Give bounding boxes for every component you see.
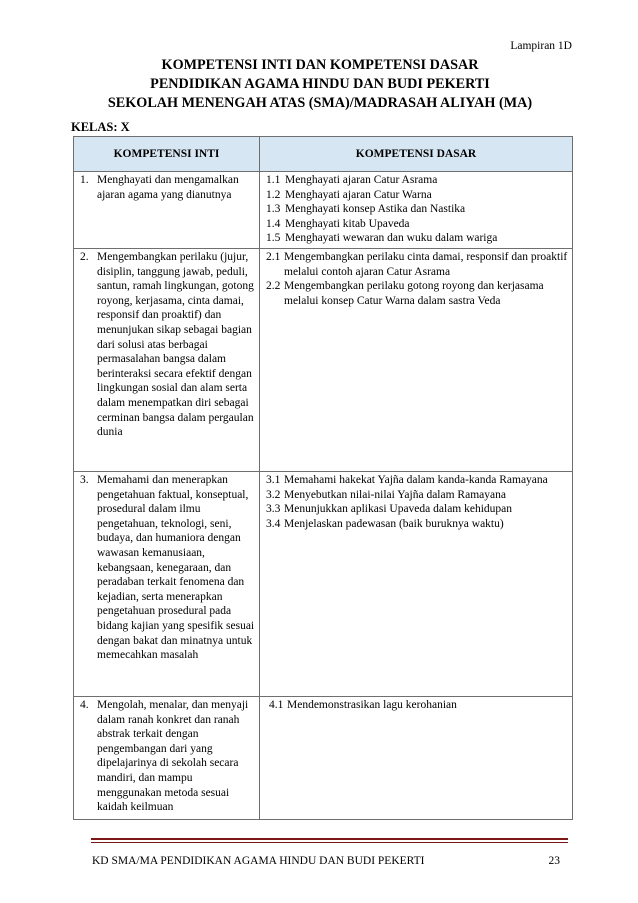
- kd-number: 1.3: [266, 203, 281, 216]
- kd-number: 3.4: [266, 517, 281, 530]
- kd-number: 1.5: [266, 232, 281, 245]
- ki-number: 1.: [80, 174, 89, 186]
- table-header-row: [74, 137, 573, 172]
- kd-number: 1.1: [266, 174, 281, 186]
- ki-cell: [74, 172, 260, 249]
- kd-text: Menyebutkan nilai-nilai Yajña dalam Ramayana: [284, 488, 506, 501]
- kd-text: Menghayati ajaran Catur Asrama: [285, 174, 438, 186]
- kd-number: 4.1: [269, 698, 284, 711]
- class-label: KELAS: X: [71, 120, 130, 134]
- footer-title: KD SMA/MA PENDIDIKAN AGAMA HINDU DAN BUDI PEKERTI: [92, 855, 425, 867]
- kd-number: 2.1: [266, 250, 281, 263]
- kd-number: 3.2: [266, 488, 281, 501]
- footer-divider: [91, 838, 568, 840]
- ki-text: Mengembangkan perilaku (jujur, disiplin, tanggung jawab, peduli, santun, ramah lingkungan, gotong royong, kerjasama, cinta damai, responsif dan proaktif) dan menunjukan sikap sebagai bagian dari solusi atas berbagai permasalahan bangsa dalam berinteraksi secara efektif dengan lingkungan sosial dan alam serta dalam menempatkan diri sebagai cerminan bangsa dalam pergaulan dunia: [97, 250, 254, 439]
- kd-text: Menunjukkan aplikasi Upaveda dalam kehidupan: [284, 503, 513, 516]
- kd-number: 3.1: [266, 473, 281, 486]
- title-line-1: KOMPETENSI INTI DAN KOMPETENSI DASAR: [161, 57, 479, 73]
- competency-table: [73, 136, 573, 820]
- kd-item: [266, 279, 568, 308]
- kd-number: 3.3: [266, 503, 281, 516]
- ki-cell: [74, 696, 260, 819]
- kd-cell: [260, 248, 573, 471]
- ki-number: 2.: [80, 250, 89, 263]
- kd-text: Menghayati wewaran dan wuku dalam wariga: [285, 232, 498, 245]
- column-header-ki: KOMPETENSI INTI: [74, 137, 260, 172]
- column-header-kd: KOMPETENSI DASAR: [260, 137, 573, 172]
- kd-number: 1.4: [266, 217, 281, 230]
- kd-text: Mendemonstrasikan lagu kerohanian: [287, 698, 457, 711]
- kd-text: Menghayati konsep Astika dan Nastika: [285, 203, 466, 216]
- ki-text: Memahami dan menerapkan pengetahuan faktual, konseptual, prosedural dalam ilmu pengetahuan, teknologi, seni, budaya, dan humaniora dengan wawasan kemanusiaan, kebangsaan, kenegaraan, dan peradaban terkait fenomena dan kejadian, serta menerapkan pengetahuan prosedural pada bidang kajian yang spesifik sesuai dengan bakat dan minatnya untuk memecahkan masalah: [97, 473, 255, 662]
- kd-item: [266, 502, 568, 517]
- document-title: [60, 56, 580, 113]
- kd-item: [266, 173, 568, 188]
- lampiran-label: Lampiran 1D: [510, 40, 572, 52]
- footer-divider-thin: [91, 842, 568, 843]
- kd-item: [266, 517, 568, 532]
- kd-cell: [260, 696, 573, 819]
- kd-item: [266, 202, 568, 217]
- title-line-3: SEKOLAH MENENGAH ATAS (SMA)/MADRASAH ALIYAH (MA): [107, 95, 533, 111]
- ki-text: Menghayati dan mengamalkan ajaran agama yang dianutnya: [97, 174, 239, 201]
- ki-text: Mengolah, menalar, dan menyaji dalam ranah konkret dan ranah abstrak terkait dengan pengembangan dari yang dipelajarinya di sekolah secara mandiri, dan mampu menggunakan metoda sesuai kaidah keilmuan: [97, 698, 249, 814]
- kd-cell: [260, 471, 573, 696]
- kd-item: [266, 488, 568, 503]
- ki-cell: [74, 471, 260, 696]
- title-line-2: PENDIDIKAN AGAMA HINDU DAN BUDI PEKERTI: [150, 76, 490, 92]
- ki-cell: [74, 248, 260, 471]
- kd-cell: [260, 172, 573, 249]
- kd-text: Menghayati ajaran Catur Warna: [285, 188, 432, 201]
- kd-text: Menghayati kitab Upaveda: [285, 217, 410, 230]
- kd-number: 1.2: [266, 188, 281, 201]
- kd-text: Menjelaskan padewasan (baik buruknya waktu): [284, 517, 504, 530]
- kd-text: Mengembangkan perilaku gotong royong dan kerjasama melalui konsep Catur Warna dalam sastra Veda: [284, 280, 544, 307]
- kd-item: [266, 250, 568, 279]
- page-number: 23: [548, 855, 560, 867]
- table-row: [74, 172, 573, 249]
- ki-number: 4.: [80, 698, 89, 711]
- kd-item: [266, 217, 568, 232]
- kd-text: Mengembangkan perilaku cinta damai, responsif dan proaktif melalui contoh ajaran Catur Asrama: [284, 250, 568, 278]
- kd-item: [266, 188, 568, 203]
- kd-number: 2.2: [266, 280, 281, 293]
- kd-text: Memahami hakekat Yajña dalam kanda-kanda Ramayana: [284, 473, 548, 486]
- kd-item: [266, 473, 568, 488]
- table-row: [74, 696, 573, 819]
- kd-item: [269, 698, 568, 713]
- kd-item: [266, 231, 568, 246]
- ki-number: 3.: [80, 473, 89, 486]
- table-row: [74, 471, 573, 696]
- table-row: [74, 248, 573, 471]
